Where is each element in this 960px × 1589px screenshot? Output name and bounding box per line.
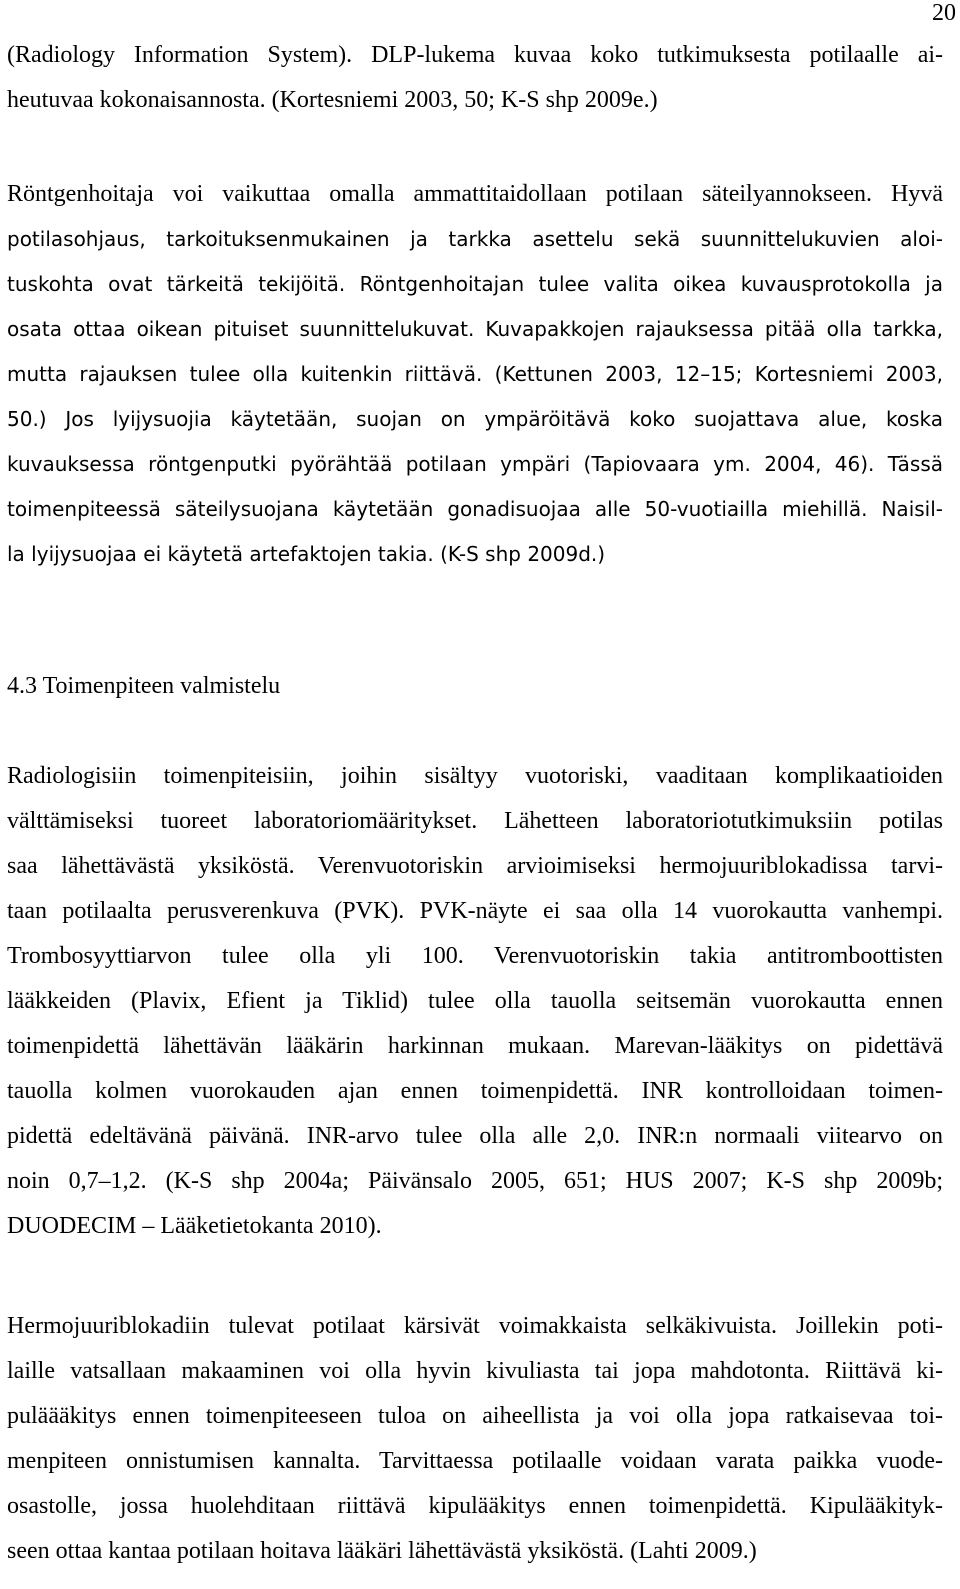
text-line: tauolla kolmen vuorokauden ajan ennen toimenpidettä. INR kontrolloidaan toimen- — [7, 1078, 943, 1104]
text-line: menpiteen onnistumisen kannalta. Tarvittaessa potilaalle voidaan varata paikka vuode- — [7, 1448, 943, 1474]
paragraph-dlp — [7, 33, 943, 123]
text-line: pidettä edeltävänä päivänä. INR-arvo tulee olla alle 2,0. INR:n normaali viitearvo on — [7, 1123, 943, 1149]
text-line: seen ottaa kantaa potilaan hoitava lääkäri lähettävästä yksiköstä. (Lahti 2009.) — [7, 1538, 757, 1564]
text-line: toimenpiteessä säteilysuojana käytetään gonadisuojaa alle 50-vuotiailla miehillä. Naisil- — [7, 497, 943, 521]
text-line: välttämiseksi tuoreet laboratoriomääritykset. Lähetteen laboratoriotutkimuksiin potilas — [7, 808, 943, 834]
text-line: saa lähettävästä yksiköstä. Verenvuotoriskin arvioimiseksi hermojuuriblokadissa tarvi- — [7, 853, 943, 879]
text-line: toimenpidettä lähettävän lääkärin harkinnan mukaan. Marevan-lääkitys on pidettävä — [7, 1033, 943, 1059]
paragraph-preparation — [7, 754, 943, 1249]
page-number: 20 — [932, 0, 956, 26]
text-line: lääkkeiden (Plavix, Efient ja Tiklid) tulee olla tauolla seitsemän vuorokautta ennen — [7, 988, 943, 1014]
paragraph-radiographer — [7, 172, 943, 577]
text-line: Röntgenhoitaja voi vaikuttaa omalla ammattitaidollaan potilaan säteilyannokseen. Hyvä — [7, 181, 943, 207]
text-line: tuskohta ovat tärkeitä tekijöitä. Röntgenhoitajan tulee valita oikea kuvausprotokolla ja — [7, 272, 943, 296]
text-line: potilasohjaus, tarkoituksenmukainen ja tarkka asettelu sekä suunnittelukuvien aloi- — [7, 227, 943, 251]
text-line: laille vatsallaan makaaminen voi olla hyvin kivuliasta tai jopa mahdotonta. Riittävä ki- — [7, 1358, 943, 1384]
text-line: 50.) Jos lyijysuojia käytetään, suojan on ympäröitävä koko suojattava alue, koska — [7, 407, 943, 431]
text-line: (Radiology Information System). DLP-lukema kuvaa koko tutkimuksesta potilaalle ai- — [7, 42, 943, 68]
text-line: Trombosyyttiarvon tulee olla yli 100. Verenvuotoriskin takia antitromboottisten — [7, 943, 943, 969]
text-line: DUODECIM – Lääketietokanta 2010). — [7, 1213, 382, 1239]
text-line: noin 0,7–1,2. (K-S shp 2004a; Päivänsalo 2005, 651; HUS 2007; K-S shp 2009b; — [7, 1168, 943, 1194]
text-line: puläääkitys ennen toimenpiteeseen tuloa on aiheellista ja voi olla jopa ratkaisevaa toi- — [7, 1403, 943, 1429]
text-line: Hermojuuriblokadiin tulevat potilaat kärsivät voimakkaista selkäkivuista. Joillekin poti- — [7, 1313, 943, 1339]
section-heading: 4.3 Toimenpiteen valmistelu — [7, 673, 281, 699]
text-line: osastolle, jossa huolehditaan riittävä kipulääkitys ennen toimenpidettä. Kipulääkityk- — [7, 1493, 943, 1519]
text-line: Radiologisiin toimenpiteisiin, joihin sisältyy vuotoriski, vaaditaan komplikaatioiden — [7, 763, 943, 789]
text-line: mutta rajauksen tulee olla kuitenkin riittävä. (Kettunen 2003, 12–15; Kortesniemi 2003, — [7, 362, 943, 386]
text-line: osata ottaa oikean pituiset suunnittelukuvat. Kuvapakkojen rajauksessa pitää olla tarkka, — [7, 317, 943, 341]
text-line: kuvauksessa röntgenputki pyörähtää potilaan ympäri (Tapiovaara ym. 2004, 46). Tässä — [7, 452, 943, 476]
paragraph-pain-management — [7, 1304, 943, 1574]
text-line: taan potilaalta perusverenkuva (PVK). PVK-näyte ei saa olla 14 vuorokautta vanhempi. — [7, 898, 943, 924]
text-line: heutuvaa kokonaisannosta. (Kortesniemi 2003, 50; K-S shp 2009e.) — [7, 87, 658, 113]
text-line: la lyijysuojaa ei käytetä artefaktojen takia. (K-S shp 2009d.) — [7, 542, 606, 566]
